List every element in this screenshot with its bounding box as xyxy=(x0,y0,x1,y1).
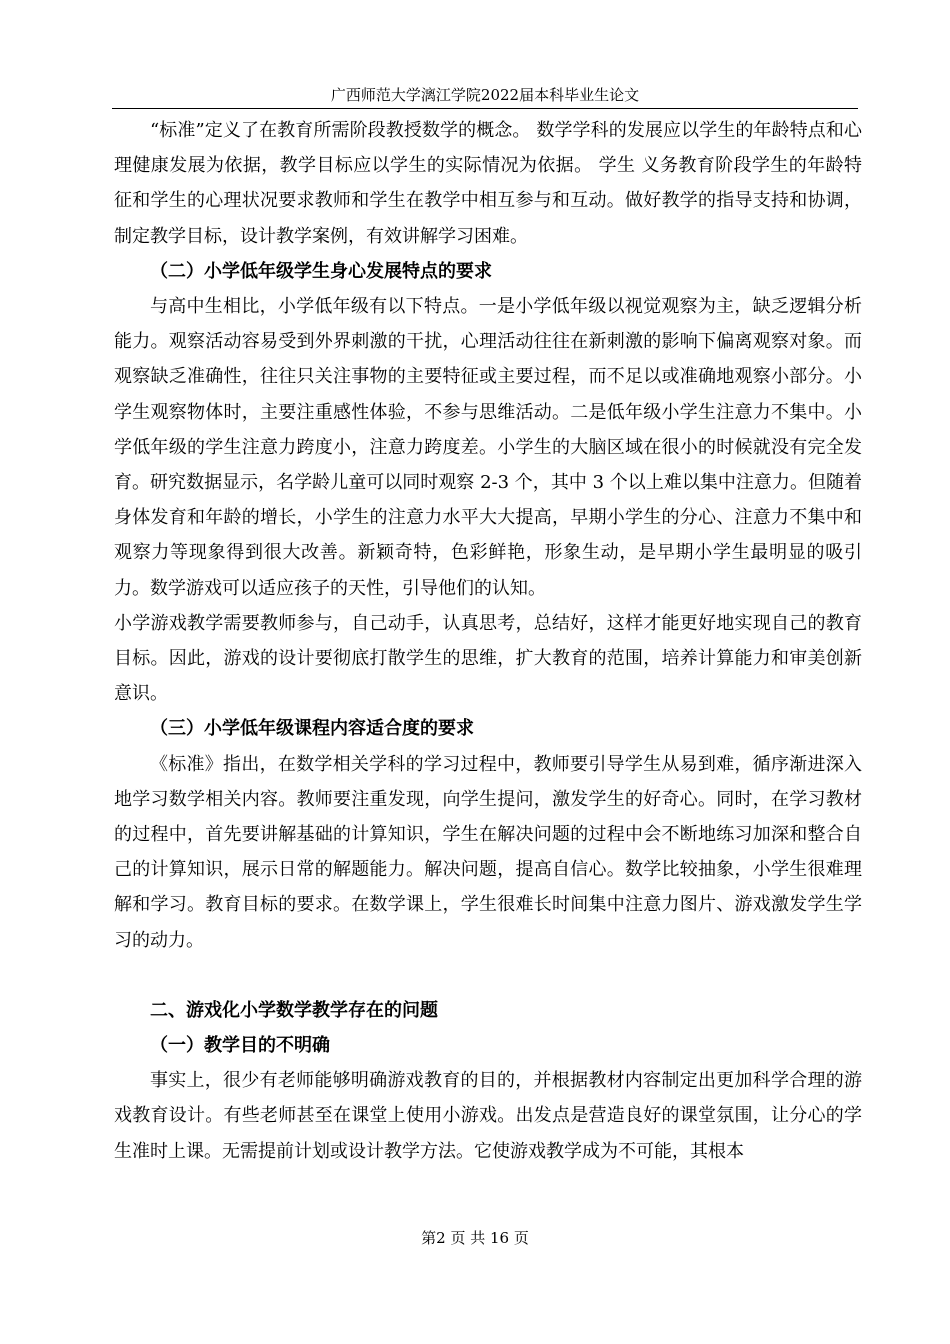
section-heading: （一）教学目的不明确 xyxy=(150,1035,330,1057)
section-heading: （二）小学低年级学生身心发展特点的要求 xyxy=(150,260,492,282)
paragraph: 与高中生相比，小学低年级有以下特点。一是小学低年级以视觉观察为主，缺乏逻辑分析能力。观察活动容易受到外界刺激的干扰，心理活动往往在新刺激的影响下偏离观察对象。而观察缺乏准确性，往往只关注事物的主要特征或主要过程，而不足以或准确地观察小部分。小学生观察物体时，主要注重感性体验，不参与思维活动。二是低年级小学生注意力不集中。小学低年级的学生注意力跨度小，注意力跨度差。小学生的大脑区域在很小的时候就没有完全发育。研究数据显示，名学龄儿童可以同时观察 2-3 个，其中 3 个以上难以集中注意力。但随着身体发育和年龄的增长，小学生的注意力水平大大提高，早期小学生的分心、注意力不集中和观察力等现象得到很大改善。新颖奇特，色彩鲜艳，形象生动，是早期小学生最明显的吸引力。数学游戏可以适应孩子的天性，引导他们的认知。 xyxy=(114,296,862,599)
paragraph: 事实上，很少有老师能够明确游戏教育的目的，并根据教材内容制定出更加科学合理的游戏教育设计。有些老师甚至在课堂上使用小游戏。出发点是营造良好的课堂氛围，让分心的学生准时上课。无需提前计划或设计教学方法。它使游戏教学成为不可能，其根本 xyxy=(114,1070,862,1162)
section-gap xyxy=(114,958,862,993)
page-footer: 第2 页 共 16 页 xyxy=(421,1229,529,1247)
document-body xyxy=(114,113,862,1169)
paragraph: 《标准》指出，在数学相关学科的学习过程中，教师要引导学生从易到难，循序渐进深入地学习数学相关内容。教师要注重发现，向学生提问，激发学生的好奇心。同时，在学习教材的过程中，首先要讲解基础的计算知识，学生在解决问题的过程中会不断地练习加深和整合自己的计算知识，展示日常的解题能力。解决问题，提高自信心。数学比较抽象，小学生很难理解和学习。教育目标的要求。在数学课上，学生很难长时间集中注意力图片、游戏激发学生学习的动力。 xyxy=(114,753,862,951)
page-header: 广西师范大学漓江学院2022届本科毕业生论文 xyxy=(330,86,640,104)
section-heading: （三）小学低年级课程内容适合度的要求 xyxy=(150,718,474,740)
paragraph: 小学游戏教学需要教师参与，自己动手，认真思考，总结好，这样才能更好地实现自己的教育目标。因此，游戏的设计要彻底打散学生的思维，扩大教育的范围，培养计算能力和审美创新意识。 xyxy=(114,612,862,705)
chapter-heading: 二、游戏化小学数学教学存在的问题 xyxy=(150,999,438,1021)
header-divider xyxy=(112,108,858,109)
paragraph: “标准”定义了在教育所需阶段教授数学的概念。 数学学科的发展应以学生的年龄特点和心理健康发展为依据，教学目标应以学生的实际情况为依据。 学生 义务教育阶段学生的年龄特征和学生的心理状况要求教师和学生在教学中相互参与和互动。做好教学的指导支持和协调，制定教学目标，设计教学案例，有效讲解学习困难。 xyxy=(114,120,862,247)
